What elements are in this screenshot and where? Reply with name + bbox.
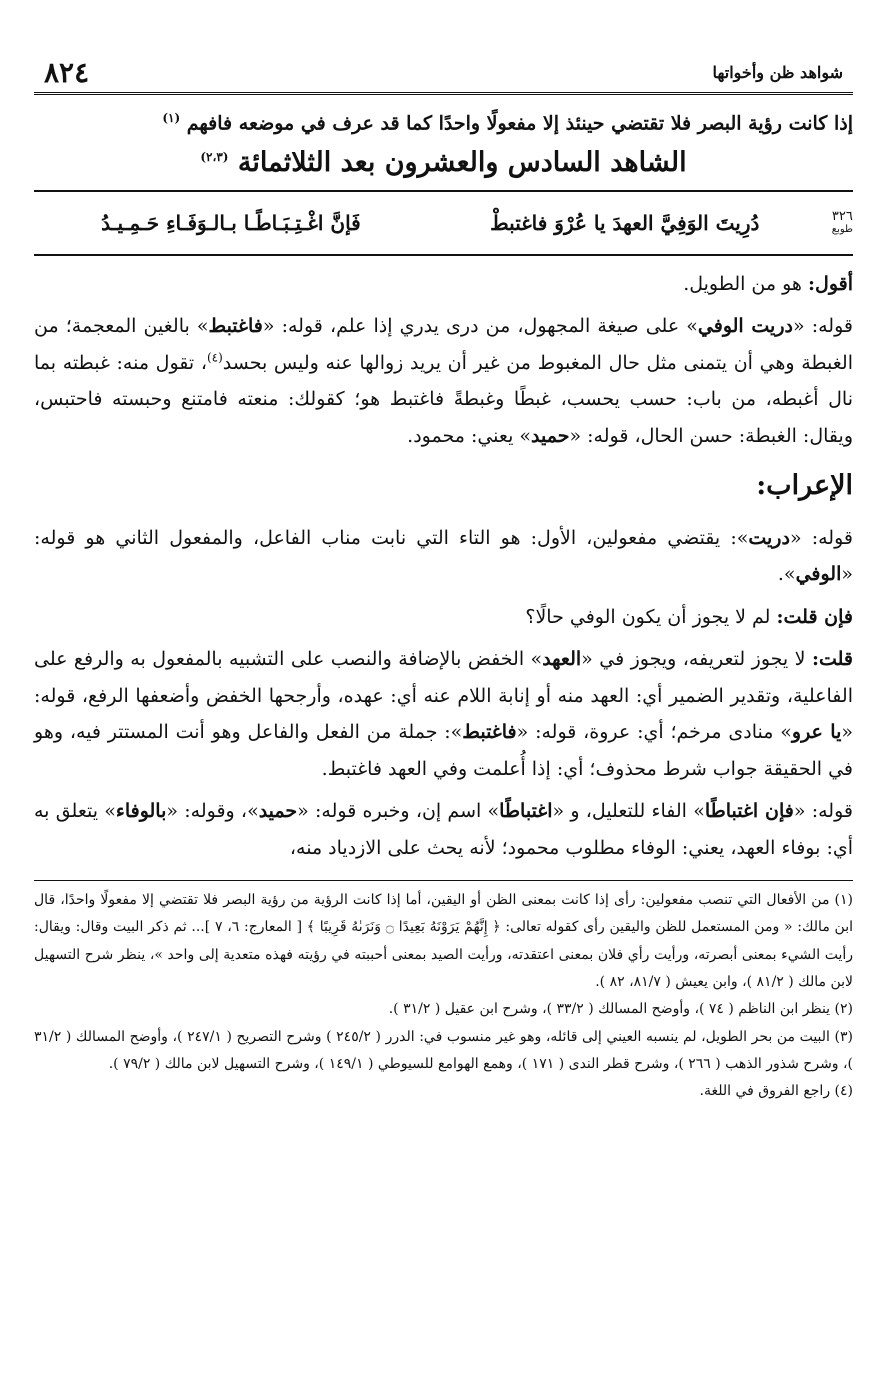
running-title: شواهد ظن وأخواتها [712, 62, 843, 82]
paragraph: قلت: لا يجوز لتعريفه، ويجوز في «العهد» الخفض بالإضافة والنصب على التشبيه بالمفعول به والرفع على الفاعلية، وتقدير الضمير أي: العهد منه أو إنابة اللام عنه أي: عهده، وأرجحها الخفض وأضعفها الرفع، قوله: «يا عرو» منادى مرخم؛ أي: عروة، قوله: «فاغتبط»: جملة من الفعل والفاعل وهو أنت المستتر فيه، وهو في الحقيقة جواب شرط محذوف؛ أي: إذا أُعلمت وفي العهد فاغتبط. [34, 648, 854, 780]
lead-line: إذا كانت رؤية البصر فلا تقتضي حينئذ إلا مفعولًا واحدًا كما قد عرف في موضعه فافهم $^{(١)}$ [162, 111, 853, 135]
verse-line [34, 192, 853, 256]
footnote-ref: (٤) [206, 350, 223, 365]
footnote-4: (٤) راجع الفروق في اللغة. [699, 1083, 853, 1100]
page-number: ٨٢٤ [44, 55, 90, 89]
first-hemistich: دُرِيتَ الوَفِيَّ العهدَ يا عُرْوَ فاغتبطْ [490, 210, 760, 235]
footnote-ref: (٢،٣) [200, 149, 229, 164]
footnote-2: (٢) ينظر ابن الناظم ( ٧٤ )، وأوضح المسالك ( ٣٣/٢ )، وشرح ابن عقيل ( ٣١/٢ ). [388, 1001, 853, 1018]
verse-label: طوبع [831, 224, 853, 236]
footnote-ref: (١) [162, 111, 181, 125]
footnote-1: (١) من الأفعال التي تنصب مفعولين: رأى إذا كانت بمعنى الظن أو اليقين، أما إذا كانت الرؤية من رؤية البصر فلا تقتضي إلا مفعولًا واحدًا، قال ابن مالك: « ومن المستعمل للظن واليقين رأى كقوله تعالى: ﴿ إِنَّهُمْ يَرَوْنَهُ بَعِيدًا ۝ وَنَرَىٰهُ قَرِيبًا ﴾ [ المعارج: ٦، ٧ ]... ثم ذكر البيت وقال: ويقال: رأيت الشيء بمعنى أبصرته، ورأيت رأي فلان بمعنى اعتقدته، ورأيت الصيد بمعنى أحببته في رؤيته فهذه متعدية إلى واحد »، ينظر شرح التسهيل لابن مالك ( ٨١/٢ )، وابن يعيش ( ٨١/٧، ٨٢ ). [34, 892, 854, 990]
paragraph: قوله: «دريت الوفي» على صيغة المجهول، من درى يدري إذا علم، قوله: «فاغتبط» بالغين المعجمة؛ من الغبطة وهي أن يتمنى مثل حال المغبوط من غير أن يريد زوالها عنه وليس بحسد$^{(٤)}$، تقول منه: غبطته بما نال أغبطه، من باب: حسب يحسب، غبطًا وغبطةً فاغتبط هو؛ كقولك: منعته فامتنع وحبسته فاحتبس، ويقال: الغبطة: حسن الحال، قوله: «حميد» يعني: محمود. [34, 315, 853, 447]
section-title: الشاهد السادس والعشرون بعد الثلاثمائة $^{(٢،٣)}$ [34, 144, 853, 192]
irab-heading: الإعراب: [756, 469, 853, 501]
commentary [34, 266, 853, 866]
paragraph: فإن قلت: لم لا يجوز أن يكون الوفي حالًا؟ [525, 605, 853, 628]
second-hemistich: فَإنَّ اغْـتِـبَـاطًـا بـالـوَفَـاءِ حَـمِـيـدُ [101, 210, 361, 235]
verse-number: ٣٢٦ طوبع [831, 208, 853, 236]
paragraph: قوله: «دريت»: يقتضي مفعولين، الأول: هو التاء التي نابت مناب الفاعل، والمفعول الثاني هو قوله: «الوفي». [34, 526, 853, 586]
footnotes [34, 880, 853, 1105]
paragraph: قوله: «فإن اغتباطًا» الفاء للتعليل، و «اغتباطًا» اسم إن، وخبره قوله: «حميد»، وقوله: «بالوفاء» يتعلق به أي: بوفاء العهد، يعني: الوفاء مطلوب محمود؛ لأنه يحث على الازدياد منه، [34, 800, 853, 859]
footnote-3: (٣) البيت من بحر الطويل، لم ينسبه العيني إلى قائله، وهو غير منسوب في: الدرر ( ٢٤٥/٢ ) وشرح التصريح ( ٢٤٧/١ )، وأوضح المسالك ( ٣١/٢ )، وشرح شذور الذهب ( ٢٦٦ )، وشرح قطر الندى ( ١٧١ )، وهمع الهوامع للسيوطي ( ١٤٩/١ )، وشرح التسهيل لابن مالك ( ٧٩/٢ ). [34, 1028, 853, 1072]
running-header [34, 52, 853, 95]
paragraph: أقول: هو من الطويل. [683, 272, 853, 295]
